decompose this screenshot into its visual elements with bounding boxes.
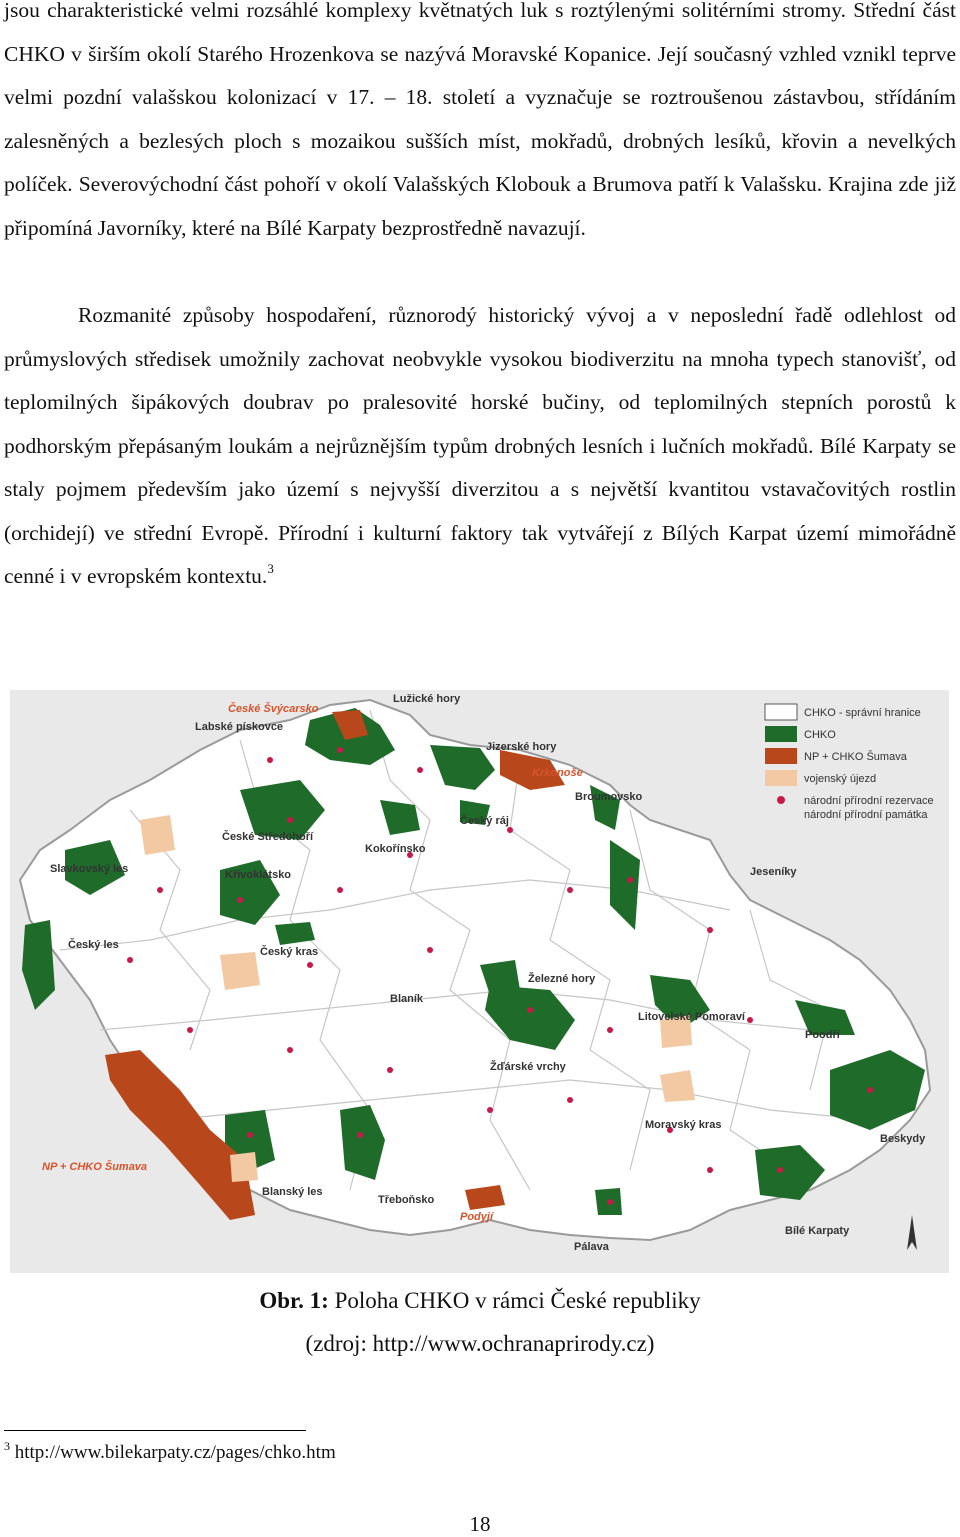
paragraph-1: jsou charakteristické velmi rozsáhlé komplexy květnatých luk s roztýlenými solitérními stromy. Střední část CHKO v širším okolí Starého Hrozenkova se nazývá Moravské Kopanice. Její současný vzhled vznikl teprve velmi pozdní valašskou kolonizací v 17. – 18. století a vyznačuje se roztroušenou zástavbou, střídáním zalesněných a bezlesých ploch s mozaikou sušších míst, mokřadů, drobných lesíků, křovin a nevelkých políček. Severovýchodní část pohoří v okolí Valašských Klobouk a Brumova patří k Valašsku. Krajina zde již připomíná Javorníky, které na Bílé Karpaty bezprostředně navazují. — [4, 0, 956, 240]
legend-swatch-chko-border — [765, 704, 797, 720]
label-cesky-kras: Český kras — [260, 946, 319, 958]
label-labske-piskovce: Labské pískovce — [195, 721, 284, 733]
legend-military: vojenský újezd — [804, 773, 877, 785]
label-litovelske-pomoravi: Litovelské Pomoraví — [638, 1011, 745, 1023]
figure-source: (zdroj: http://www.ochranaprirody.cz) — [305, 1331, 655, 1356]
label-ceske-svycarsko: České Švýcarsko — [228, 703, 319, 715]
footnote-link[interactable]: http://www.bilekarpaty.cz/pages/chko.htm — [14, 1442, 336, 1463]
legend-swatch-np — [765, 748, 797, 764]
label-luzicke-hory: Lužické hory — [393, 693, 461, 705]
military-hradiste — [140, 815, 175, 855]
caption-label: Obr. 1: — [259, 1288, 329, 1313]
footnote-divider — [4, 1430, 306, 1431]
footnote-ref[interactable]: 3 — [267, 561, 274, 576]
legend-chko: CHKO — [804, 729, 836, 741]
label-krivoklatsko: Křivoklátsko — [225, 869, 292, 881]
label-trebonsko: Třeboňsko — [378, 1194, 435, 1206]
label-zelezne-hory: Železné hory — [528, 973, 596, 985]
label-jizerske-hory: Jizerské hory — [486, 741, 557, 753]
military-boletice — [230, 1152, 258, 1182]
legend-swatch-military — [765, 770, 797, 786]
label-beskydy: Beskydy — [880, 1133, 926, 1145]
label-podyji: Podyjí — [460, 1211, 494, 1223]
label-ceske-stredohori: České Středohoří — [222, 831, 314, 843]
legend-npp: národní přírodní památka — [804, 809, 928, 821]
label-slavkovsky-les: Slavkovský les — [50, 863, 129, 875]
label-np-sumava: NP + CHKO Šumava — [42, 1161, 148, 1173]
label-kokorinsko: Kokořínsko — [365, 843, 426, 855]
legend-np: NP + CHKO Šumava — [804, 751, 907, 763]
label-poodri: Poodří — [805, 1029, 840, 1041]
label-blanik: Blaník — [390, 993, 424, 1005]
footnote — [4, 1439, 336, 1464]
label-bile-karpaty: Bílé Karpaty — [785, 1225, 850, 1237]
paragraph-2 — [4, 294, 956, 599]
label-moravsky-kras: Moravský kras — [645, 1119, 722, 1131]
paragraph-2-text: Rozmanité způsoby hospodaření, různorodý historický vývoj a v neposlední řadě odlehlost od průmyslových středisek umožnily zachovat neobvykle vysokou biodiverzitu na mnoha typech stanovišť, od teplomilných šipákových doubrav po pralesovité horské bučiny, od teplomilných stepních porostů k podhorským přepásaným loukám a nejrůznějším typům drobných lesních i lučních mokřadů. Bílé Karpaty se staly pojmem především jako území s nejvyšší diverzitou a s největší kvantitou vstavačovitých rostlin (orchidejí) ve střední Evropě. Přírodní i kulturní faktory tak vytvářejí z Bílých Karpat území mimořádně cenné i v evropském kontextu. — [4, 303, 956, 588]
caption-text: Poloha CHKO v rámci České republiky — [334, 1288, 701, 1313]
legend-chko-border: CHKO - správní hranice — [804, 707, 921, 719]
label-broumovsko: Broumovsko — [575, 791, 643, 803]
figure-caption — [0, 1288, 960, 1314]
label-blansky-les: Blanský les — [262, 1186, 323, 1198]
label-jeseniky: Jeseníky — [750, 866, 797, 878]
legend-npr: národní přírodní rezervace — [804, 795, 934, 807]
military-brdy — [220, 952, 260, 990]
military-libava — [660, 1070, 695, 1102]
legend-swatch-chko — [765, 726, 797, 742]
label-palava: Pálava — [574, 1241, 609, 1253]
legend-swatch-reserve — [777, 796, 785, 804]
label-krkonose: Krkonoše — [532, 767, 583, 779]
label-zdarske-vrchy: Žďárské vrchy — [490, 1061, 566, 1073]
page-number: 18 — [469, 1512, 491, 1536]
footnote-number: 3 — [4, 1439, 10, 1453]
czech-chko-map — [10, 690, 949, 1273]
label-cesky-les: Český les — [68, 939, 119, 951]
label-cesky-raj: Český ráj — [460, 815, 509, 827]
